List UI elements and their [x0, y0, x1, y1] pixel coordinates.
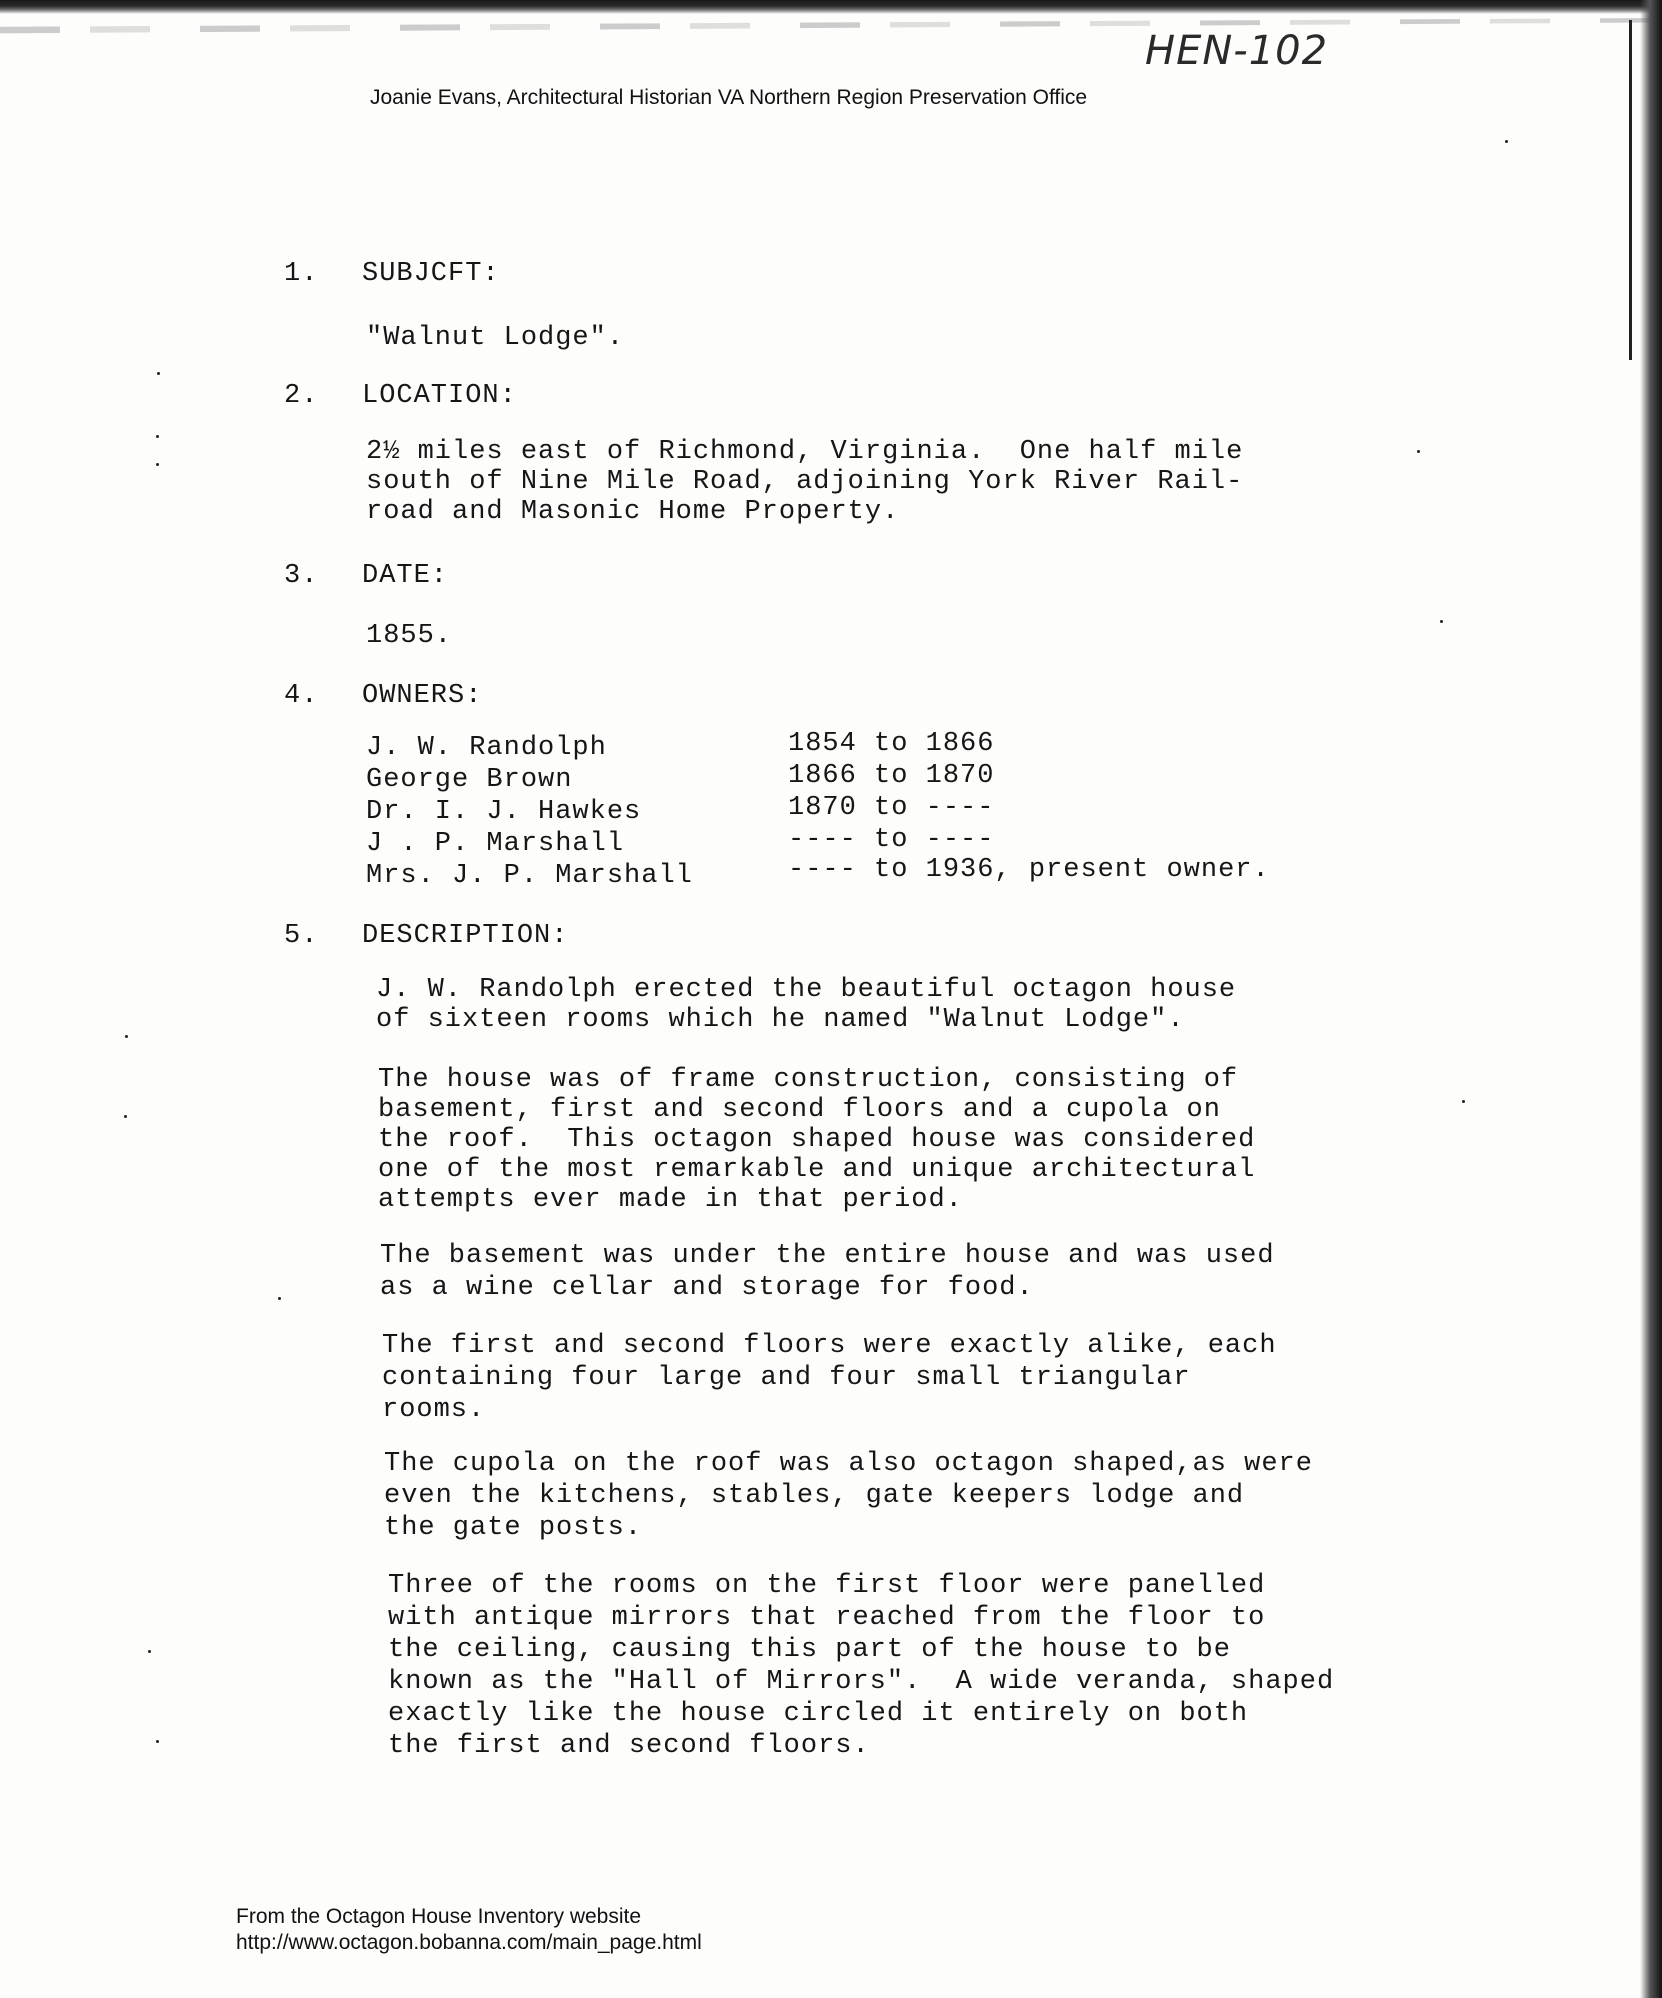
description-line: the roof. This octagon shaped house was considered: [378, 1125, 1256, 1155]
owner-years: 1854 to 1866: [788, 729, 995, 759]
section-heading-owners: OWNERS:: [362, 681, 483, 711]
description-line: The first and second floors were exactly alike, each: [382, 1331, 1277, 1361]
description-line: exactly like the house circled it entirely on both: [388, 1699, 1249, 1729]
owner-name: George Brown: [366, 765, 573, 795]
scan-streak: [0, 18, 1662, 40]
footer-source: From the Octagon House Inventory website: [236, 1905, 642, 1928]
section-number: 2.: [284, 381, 319, 411]
footer-url[interactable]: http://www.octagon.bobanna.com/main_page.html: [236, 1931, 702, 1954]
scan-speck: [1462, 1100, 1465, 1103]
subject-value: "Walnut Lodge".: [366, 323, 625, 353]
owner-years: 1870 to ----: [788, 793, 995, 823]
owner-name: J . P. Marshall: [366, 829, 625, 859]
scan-speck: [1440, 620, 1443, 623]
description-line: with antique mirrors that reached from the floor to: [388, 1603, 1266, 1633]
scan-speck: [278, 1297, 281, 1300]
section-heading-location: LOCATION:: [362, 381, 517, 411]
description-line: the ceiling, causing this part of the house to be: [388, 1635, 1231, 1665]
section-number: 1.: [284, 259, 319, 289]
section-heading-date: DATE:: [362, 561, 449, 591]
scan-speck: [156, 1740, 159, 1743]
description-line: containing four large and four small triangular: [382, 1363, 1191, 1393]
description-line: The basement was under the entire house and was used: [380, 1241, 1275, 1271]
scan-edge-top: [0, 0, 1662, 14]
scan-edge-right: [1640, 0, 1662, 1998]
scan-speck: [1417, 450, 1420, 453]
description-line: of sixteen rooms which he named "Walnut Lodge".: [376, 1005, 1185, 1035]
owner-years: 1866 to 1870: [788, 761, 995, 791]
owner-name: Dr. I. J. Hawkes: [366, 797, 642, 827]
location-line: road and Masonic Home Property.: [366, 497, 900, 527]
section-number: 5.: [284, 921, 319, 951]
section-heading-subject: SUBJCFT:: [362, 259, 500, 289]
scan-speck: [156, 463, 159, 466]
description-line: Three of the rooms on the first floor were panelled: [388, 1571, 1266, 1601]
owner-years: ---- to ----: [788, 825, 995, 855]
section-number: 3.: [284, 561, 319, 591]
scan-speck: [124, 1115, 127, 1118]
description-line: rooms.: [382, 1395, 486, 1425]
description-line: as a wine cellar and storage for food.: [380, 1273, 1034, 1303]
location-line: south of Nine Mile Road, adjoining York River Rail-: [366, 467, 1244, 497]
page-header: Joanie Evans, Architectural Historian VA Northern Region Preservation Office: [370, 86, 1088, 109]
section-number: 4.: [284, 681, 319, 711]
description-line: J. W. Randolph erected the beautiful octagon house: [376, 975, 1237, 1005]
description-line: The cupola on the roof was also octagon shaped,as were: [384, 1449, 1313, 1479]
date-value: 1855.: [366, 621, 453, 651]
scan-speck: [125, 1035, 128, 1038]
owner-years: ---- to 1936, present owner.: [788, 855, 1270, 885]
scan-speck: [148, 1650, 151, 1653]
description-line: even the kitchens, stables, gate keepers lodge and: [384, 1481, 1245, 1511]
handwritten-note: HEN-102: [1145, 28, 1329, 74]
description-line: the gate posts.: [384, 1513, 643, 1543]
description-line: the first and second floors.: [388, 1731, 870, 1761]
description-line: basement, first and second floors and a cupola on: [378, 1095, 1221, 1125]
scan-speck: [157, 372, 160, 375]
section-heading-description: DESCRIPTION:: [362, 921, 569, 951]
owner-name: J. W. Randolph: [366, 733, 607, 763]
description-line: The house was of frame construction, consisting of: [378, 1065, 1239, 1095]
scan-edge-line: [1629, 20, 1632, 360]
description-line: known as the "Hall of Mirrors". A wide veranda, shaped: [388, 1667, 1335, 1697]
scan-speck: [156, 435, 159, 438]
scan-speck: [1505, 140, 1508, 143]
owner-name: Mrs. J. P. Marshall: [366, 861, 693, 891]
location-line: 2½ miles east of Richmond, Virginia. One half mile: [366, 437, 1244, 467]
description-line: attempts ever made in that period.: [378, 1185, 963, 1215]
description-line: one of the most remarkable and unique architectural: [378, 1155, 1256, 1185]
